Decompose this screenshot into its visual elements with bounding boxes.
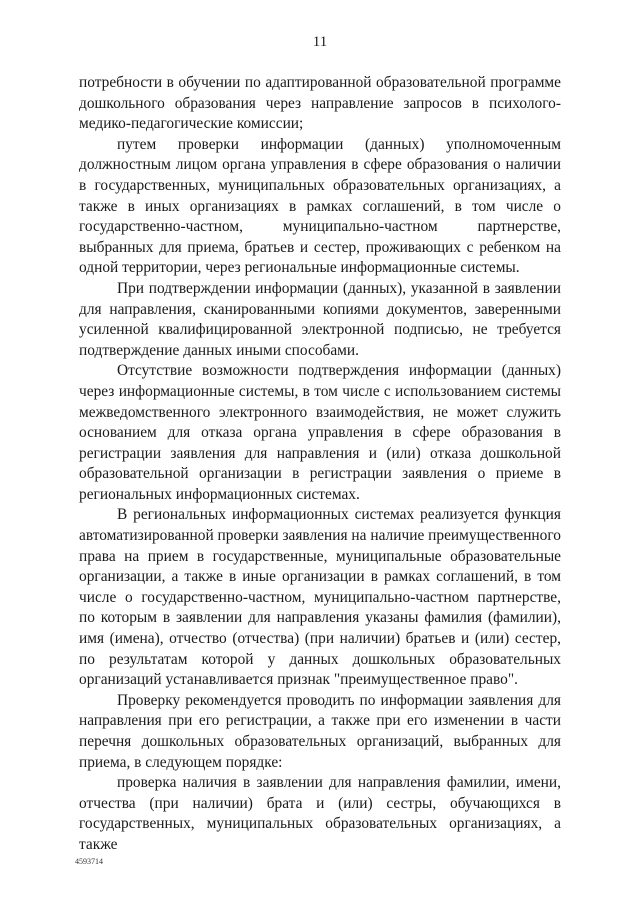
document-body: [79, 73, 561, 856]
paragraph-6: Проверку рекомендуется проводить по информации заявления для направления при его регистрации, а также при его изменении в части перечня дошкольных образовательных организаций, выбранных для приема, в следующем порядке:: [79, 691, 561, 771]
paragraph-5: В региональных информационных системах реализуется функция автоматизированной проверки заявления на наличие преимущественного права на прием в государственные, муниципальные образовательные организации, а также в иные организации в рамках соглашений, в том числе о государственно-частном, муниципально-частном партнерстве, по которым в заявлении для направления указаны фамилия (фамилии), имя (имена), отчество (отчества) (при наличии) братьев и (или) сестер, по результатам которой у данных дошкольных образовательных организаций устанавливается признак "преимущественное право".: [79, 506, 561, 689]
paragraph-3: При подтверждении информации (данных), указанной в заявлении для направления, сканированными копиями документов, заверенными усиленной квалифицированной электронной подписью, не требуется подтверждение данных иными способами.: [79, 279, 561, 359]
paragraph-2: путем проверки информации (данных) уполномоченным должностным лицом органа управления в сфере образования о наличии в государственных, муниципальных образовательных организациях, а также в иных организациях в рамках соглашений, в том числе о государственно-частном, муниципально-частном партнерстве, выбранных для приема, братьев и сестер, проживающих с ребенком на одной территории, через региональные информационные системы.: [79, 135, 561, 277]
paragraph-1: потребности в обучении по адаптированной образовательной программе дошкольного образования через направление запросов в психолого-медико-педагогические комиссии;: [79, 74, 561, 133]
paragraph-7: проверка наличия в заявлении для направления фамилии, имени, отчества (при наличии) брата и (или) сестры, обучающихся в государственных, муниципальных образовательных организациях, а также: [79, 774, 561, 853]
paragraph-4: Отсутствие возможности подтверждения информации (данных) через информационные системы, в том числе с использованием системы межведомственного электронного взаимодействия, не может служить основанием для отказа органа управления в сфере образования в регистрации заявления для направления и (или) отказа дошкольной образовательной организации в регистрации заявления о приеме в региональных информационных системах.: [79, 362, 561, 503]
page-number: 11: [312, 34, 328, 50]
document-id: 4593714: [75, 857, 103, 866]
